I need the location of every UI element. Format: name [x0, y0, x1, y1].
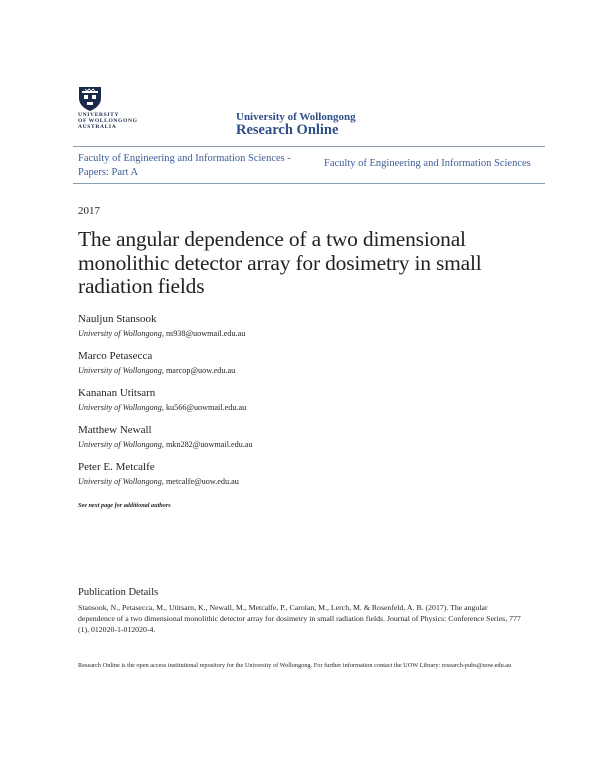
author-email[interactable]: , marcop@uow.edu.au [161, 366, 236, 375]
author-affiliation: University of Wollongong, mkn282@uowmail.edu.au [78, 440, 253, 449]
university-logo[interactable] [78, 86, 148, 138]
author-entry [78, 461, 239, 486]
author-email[interactable]: , mkn282@uowmail.edu.au [161, 440, 253, 449]
university-name-link[interactable]: University of Wollongong [236, 111, 356, 123]
crest-icon [78, 86, 102, 112]
series-link-faculty[interactable]: Faculty of Engineering and Information Sciences [324, 158, 531, 169]
paper-title: The angular dependence of a two dimensional monolithic detector array for dosimetry in small radiation fields [78, 227, 482, 298]
author-name: Peter E. Metcalfe [78, 461, 155, 473]
research-online-link[interactable]: Research Online [236, 122, 339, 138]
author-email[interactable]: , metcalfe@uow.edu.au [161, 477, 239, 486]
publication-details-heading: Publication Details [78, 587, 159, 598]
bottom-divider [73, 183, 545, 184]
author-affiliation: University of Wollongong, metcalfe@uow.edu.au [78, 477, 239, 486]
author-email[interactable]: , ns938@uowmail.edu.au [161, 329, 246, 338]
publication-details-text: Stansook, N., Petasecca, M., Utitsarn, K., Newall, M., Metcalfe, P., Carolan, M., Lerch, M. & Rosenfeld, A. B. (2017). The angular dependence of a two dimensional monolithic detector array for dosimetry in small radiation fields. Journal of Physics: Conference Series, 777 (1), 012020-1-012020-4. [78, 603, 521, 635]
publication-year: 2017 [78, 205, 100, 217]
logo-text: UNIVERSITY OF WOLLONGONG AUSTRALIA [78, 112, 138, 131]
author-affiliation: University of Wollongong, ns938@uowmail.edu.au [78, 329, 246, 338]
repository-footer: Research Online is the open access institutional repository for the University of Wollongong. For further information contact the UOW Library: research-pubs@uow.edu.au [78, 662, 512, 669]
author-entry [78, 387, 246, 412]
author-entry [78, 424, 253, 449]
author-name: Kananan Utitsarn [78, 387, 156, 399]
author-name: Marco Petasecca [78, 350, 153, 362]
author-affiliation: University of Wollongong, marcop@uow.edu.au [78, 366, 236, 375]
author-name: Nauljun Stansook [78, 313, 157, 325]
see-next-page-note: See next page for additional authors [78, 502, 171, 509]
author-affiliation: University of Wollongong, ku566@uowmail.edu.au [78, 403, 247, 412]
series-link-papers-part-a[interactable]: Faculty of Engineering and Information Sciences - Papers: Part A [78, 153, 291, 178]
author-entry [78, 350, 235, 375]
top-divider [73, 146, 545, 147]
author-name: Matthew Newall [78, 424, 152, 436]
author-entry [78, 313, 245, 338]
author-email[interactable]: , ku566@uowmail.edu.au [161, 403, 247, 412]
